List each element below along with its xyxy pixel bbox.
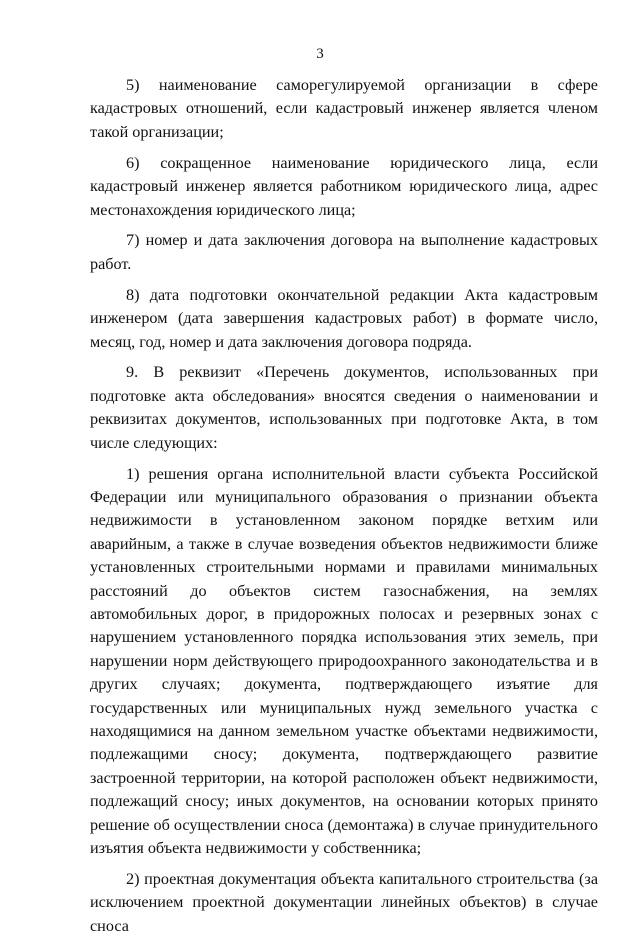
paragraph-item-8-final-date: 8) дата подготовки окончательной редакции Акта кадастровым инженером (дата завершения кадастровых работ) в формате число, месяц, год, номер и дата заключения договора подряда. [90, 285, 598, 351]
paragraph-subitem-2-project-docs: 2) проектная документация объекта капитального строительства (за исключением проектной документации линейных объектов) в случае сноса [90, 870, 598, 935]
paragraph-item-5-sro-name: 5) наименование саморегулируемой организации в сфере кадастровых отношений, если кадастровый инженер является членом такой организации; [90, 76, 598, 141]
document-body [90, 74, 598, 946]
paragraph-section-9: 9. В реквизит «Перечень документов, использованных при подготовке акта обследования» вносятся сведения о наименовании и реквизитах документов, использованных при подготовке Акта, в том числе следующих: [90, 363, 598, 452]
paragraph-item-6-legal-entity: 6) сокращенное наименование юридического лица, если кадастровый инженер является работником юридического лица, адрес местонахождения юридического лица; [90, 153, 598, 219]
paragraph-item-7-contract: 7) номер и дата заключения договора на выполнение кадастровых работ. [90, 231, 598, 273]
paragraph-subitem-1-decisions: 1) решения органа исполнительной власти субъекта Российской Федерации или муниципального образования о признании объекта недвижимости в установленном законом порядке ветхим или аварийным, а также в случае возведения объектов недвижимости ближе установленных строительными нормами и правилами минимальных расстояний до объектов систем газоснабжения, на землях автомобильных дорог, в придорожных полосах и резервных зонах с нарушением установленного порядка использования этих земель, при нарушении норм действующего природоохранного законодательства и в других случаях; документа, подтверждающего изъятие для государственных или муниципальных нужд земельного участка с находящимися на данном земельном участке объектами недвижимости, подлежащими сносу; документа, подтверждающего развитие застроенной территории, на которой расположен объект недвижимости, подлежащий сносу; иных документов, на основании которых принято решение об осуществлении сноса (демонтажа) в случае принудительного изъятия объекта недвижимости у собственника; [90, 464, 598, 858]
page-number: 3 [316, 46, 324, 62]
